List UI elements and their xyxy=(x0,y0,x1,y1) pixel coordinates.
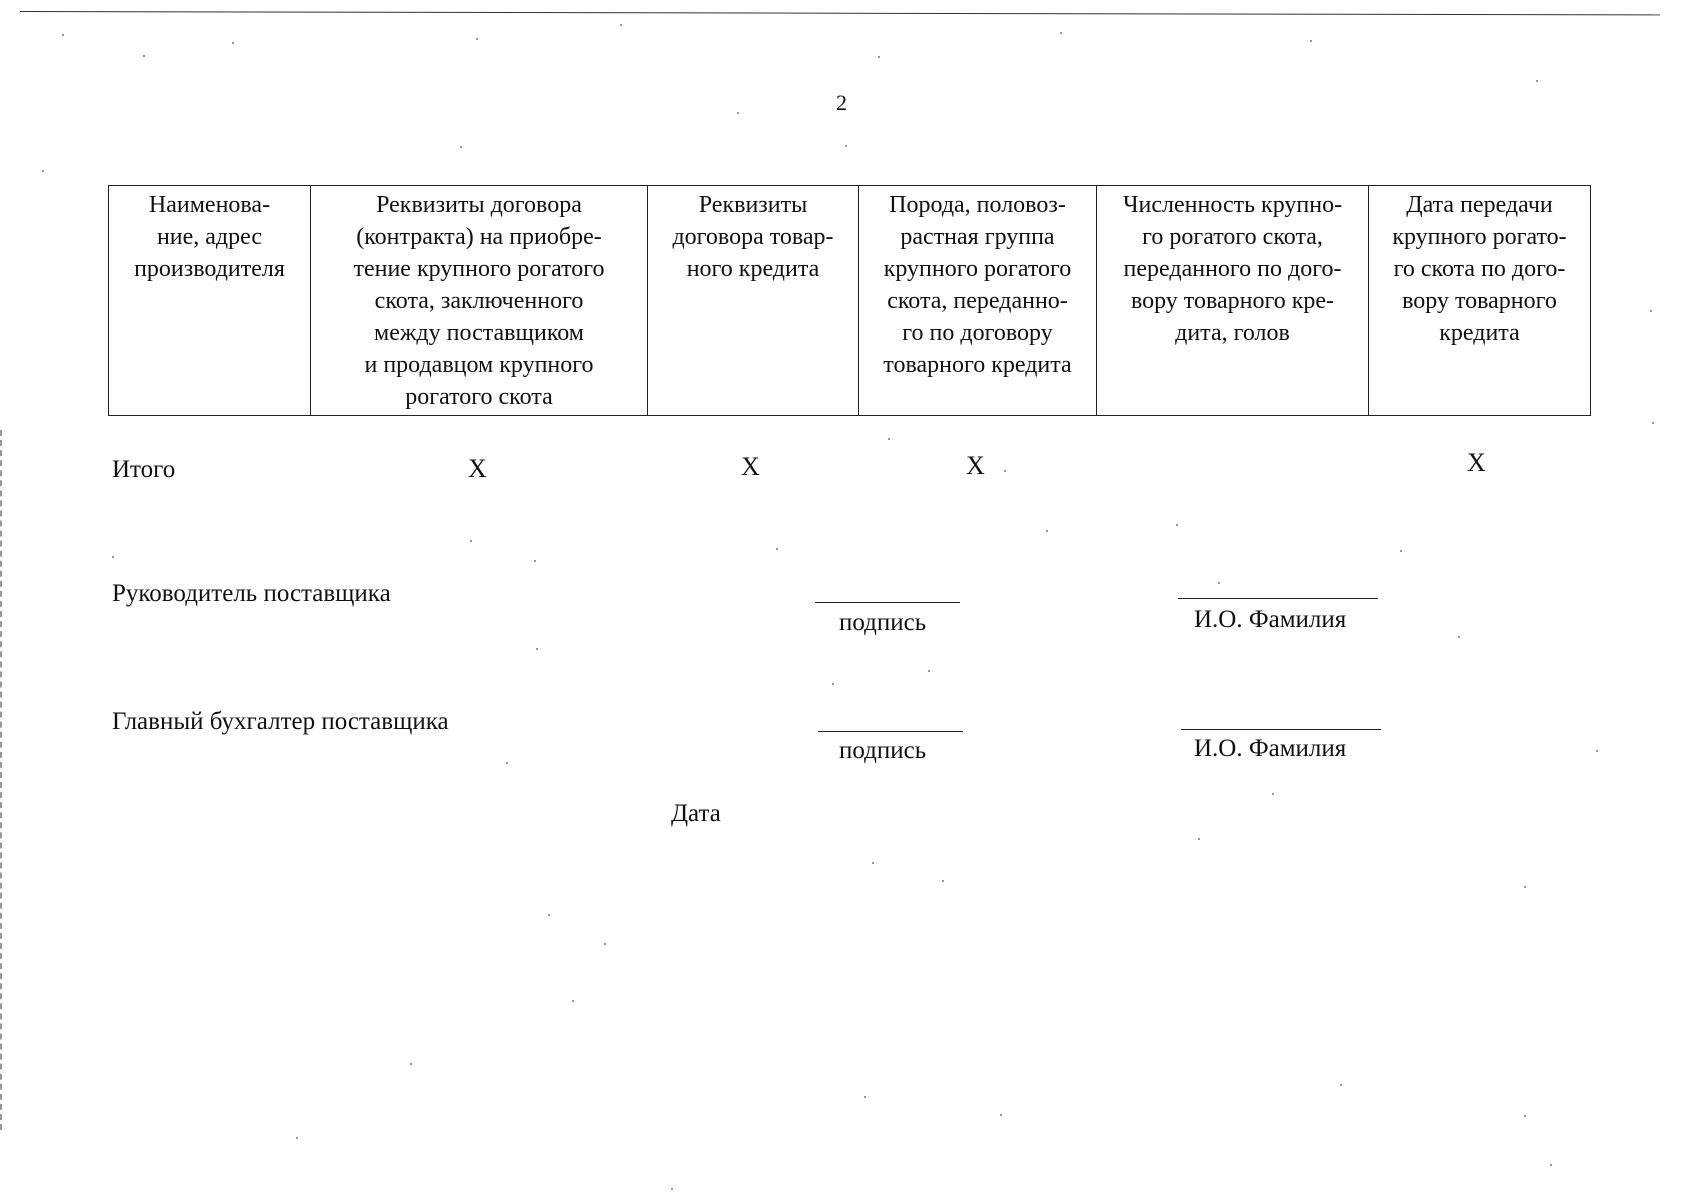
scan-left-edge-artifact xyxy=(0,430,3,1130)
totals-label: Итого xyxy=(112,456,176,483)
totals-x-mark: X xyxy=(1467,448,1486,477)
signature-caption: подпись xyxy=(839,737,927,764)
column-header-breed-group xyxy=(859,186,1097,416)
name-line xyxy=(1178,598,1378,599)
totals-x-mark: X xyxy=(966,451,985,480)
signature-line xyxy=(818,731,963,732)
date-label: Дата xyxy=(671,800,721,827)
signature-line xyxy=(815,602,960,603)
name-caption: И.О. Фамилия xyxy=(1194,735,1347,762)
name-line xyxy=(1181,729,1381,730)
transfer-table xyxy=(108,185,1591,416)
column-header-label: Наименова- ние, адрес производителя xyxy=(134,192,285,282)
column-header-producer xyxy=(109,186,311,416)
column-header-label: Порода, половоз- растная группа крупного рогатого скота, переданно- го по договору товарного кредита xyxy=(883,192,1072,378)
column-header-label: Реквизиты договора (контракта) на приобре- тение крупного рогатого скота, заключенного между поставщиком и продавцом крупного рогатого скота xyxy=(353,192,605,410)
column-header-credit-agreement xyxy=(648,186,859,416)
signature-role-label: Руководитель поставщика xyxy=(112,580,391,607)
scan-top-edge-line xyxy=(20,11,1660,15)
signature-caption: подпись xyxy=(839,609,927,636)
column-header-transfer-date xyxy=(1369,186,1591,416)
totals-x-mark: X xyxy=(468,454,487,483)
column-header-head-count xyxy=(1097,186,1369,416)
column-header-label: Численность крупно- го рогатого скота, переданного по дого- вору товарного кре- дита, голов xyxy=(1122,192,1343,346)
signature-role-label: Главный бухгалтер поставщика xyxy=(112,708,449,735)
table-header-row xyxy=(109,186,1591,416)
column-header-label: Дата передачи крупного рогато- го скота по дого- вору товарного кредита xyxy=(1392,192,1567,346)
totals-x-mark: X xyxy=(741,452,760,481)
column-header-purchase-contract xyxy=(311,186,648,416)
page-number: 2 xyxy=(836,90,847,115)
name-caption: И.О. Фамилия xyxy=(1194,606,1347,633)
column-header-label: Реквизиты договора товар- ного кредита xyxy=(672,192,834,282)
